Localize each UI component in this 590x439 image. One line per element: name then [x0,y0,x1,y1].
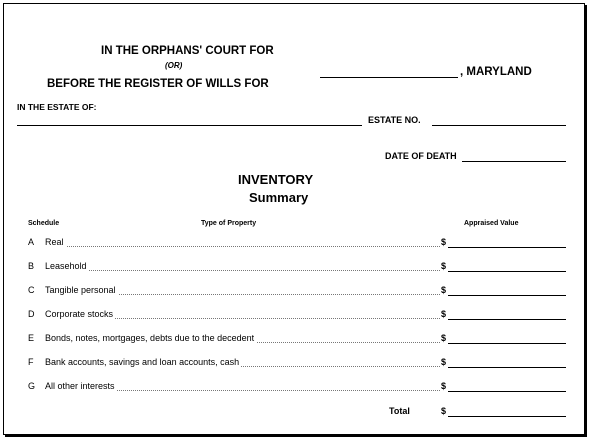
estate-no-label: ESTATE NO. [368,115,421,125]
appraised-value-input-line[interactable] [448,343,566,344]
property-type-label: Real [45,237,64,247]
dollar-sign: $ [441,357,447,367]
date-of-death-input-line[interactable] [462,161,566,162]
appraised-value-column-header: Appraised Value [464,220,519,227]
schedule-letter: D [28,309,35,319]
schedule-letter: F [28,357,34,367]
schedule-letter: G [28,381,36,391]
dollar-sign: $ [441,261,447,271]
inventory-title: INVENTORY [238,172,314,187]
type-column-header: Type of Property [201,220,257,227]
property-type-label: Leasehold [45,261,87,271]
estate-no-input-line[interactable] [432,125,566,126]
form-frame [3,3,585,435]
dollar-sign: $ [441,237,447,247]
schedule-letter: B [28,261,35,271]
schedule-letter: C [28,285,35,295]
appraised-value-input-line[interactable] [448,319,566,320]
maryland-label: , MARYLAND [460,66,532,78]
dollar-sign: $ [441,333,447,343]
court-line: IN THE ORPHANS' COURT FOR [101,45,274,57]
schedule-letter: A [28,237,35,247]
register-line: BEFORE THE REGISTER OF WILLS FOR [47,78,269,90]
dollar-sign: $ [441,381,447,391]
leader-dots [45,246,440,247]
total-label: Total [389,406,410,416]
appraised-value-input-line[interactable] [448,247,566,248]
property-type-label: Corporate stocks [45,309,114,319]
dollar-sign: $ [441,309,447,319]
schedule-letter: E [28,333,35,343]
estate-of-label: IN THE ESTATE OF: [17,102,97,112]
summary-subtitle: Summary [249,190,309,205]
property-type-label: All other interests [45,381,115,391]
appraised-value-input-line[interactable] [448,271,566,272]
schedule-column-header: Schedule [28,220,60,227]
date-of-death-label: DATE OF DEATH [385,151,457,161]
appraised-value-input-line[interactable] [448,391,566,392]
total-dollar-sign: $ [441,406,447,416]
estate-name-input-line[interactable] [17,125,362,126]
property-type-label: Tangible personal [45,285,116,295]
total-value-input-line[interactable] [448,416,566,417]
leader-dots [45,270,440,271]
property-type-label: Bank accounts, savings and loan accounts, cash [45,357,240,367]
appraised-value-input-line[interactable] [448,295,566,296]
property-type-label: Bonds, notes, mortgages, debts due to the decedent [45,333,255,343]
dollar-sign: $ [441,285,447,295]
appraised-value-input-line[interactable] [448,367,566,368]
county-input-line[interactable] [320,77,458,78]
or-text: (OR) [165,61,183,70]
